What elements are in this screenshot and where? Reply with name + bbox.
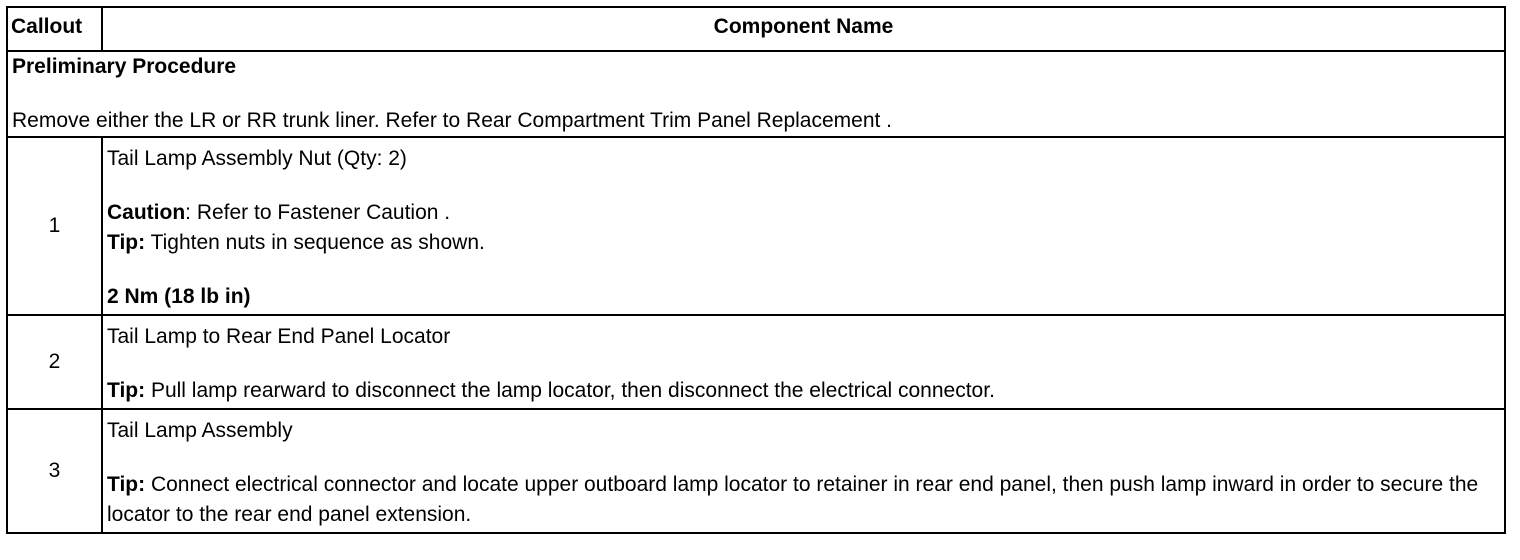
spacer: [107, 352, 1500, 376]
tip-note: [107, 376, 1500, 406]
caution-label: Caution: [107, 201, 186, 224]
callout-column-header: Callout: [7, 7, 102, 51]
caution-text: : Refer to Fastener Caution .: [185, 201, 451, 224]
preliminary-procedure-text: Remove either the LR or RR trunk liner. Refer to Rear Compartment Trim Panel Replacement .: [12, 109, 893, 132]
table-row: [7, 409, 1505, 533]
tip-note: [107, 470, 1500, 530]
table-row: [7, 315, 1505, 409]
spacer: [107, 258, 1500, 282]
spacer: [107, 446, 1500, 470]
component-name: Tail Lamp to Rear End Panel Locator: [107, 325, 451, 348]
callout-number: 1: [7, 137, 102, 315]
component-cell: [102, 315, 1505, 409]
component-cell: [102, 409, 1505, 533]
component-name: Tail Lamp Assembly Nut (Qty: 2): [107, 147, 407, 170]
tip-label: Tip:: [107, 231, 146, 254]
torque-spec: 2 Nm (18 lb in): [107, 285, 251, 308]
component-cell: [102, 137, 1505, 315]
preliminary-procedure-row: [7, 51, 1505, 137]
table-header-row: [7, 7, 1505, 51]
spacer: [107, 174, 1500, 198]
tip-label: Tip:: [107, 473, 146, 496]
callout-number: 3: [7, 409, 102, 533]
spacer: [12, 82, 1500, 106]
preliminary-procedure-title: Preliminary Procedure: [12, 55, 237, 78]
tip-text: Connect electrical connector and locate upper outboard lamp locator to retainer in rear end panel, then push lamp inward in order to secure the locator to the rear end panel extension.: [107, 473, 1479, 526]
tip-text: Tighten nuts in sequence as shown.: [145, 231, 485, 254]
component-table: [6, 6, 1506, 534]
component-name: Tail Lamp Assembly: [107, 419, 293, 442]
preliminary-procedure-cell: [7, 51, 1505, 137]
component-name-column-header: Component Name: [102, 7, 1505, 51]
caution-note: [107, 198, 1500, 228]
tip-label: Tip:: [107, 379, 146, 402]
tip-note: [107, 228, 1500, 258]
callout-number: 2: [7, 315, 102, 409]
table-row: [7, 137, 1505, 315]
tip-text: Pull lamp rearward to disconnect the lamp locator, then disconnect the electrical connector.: [145, 379, 995, 402]
